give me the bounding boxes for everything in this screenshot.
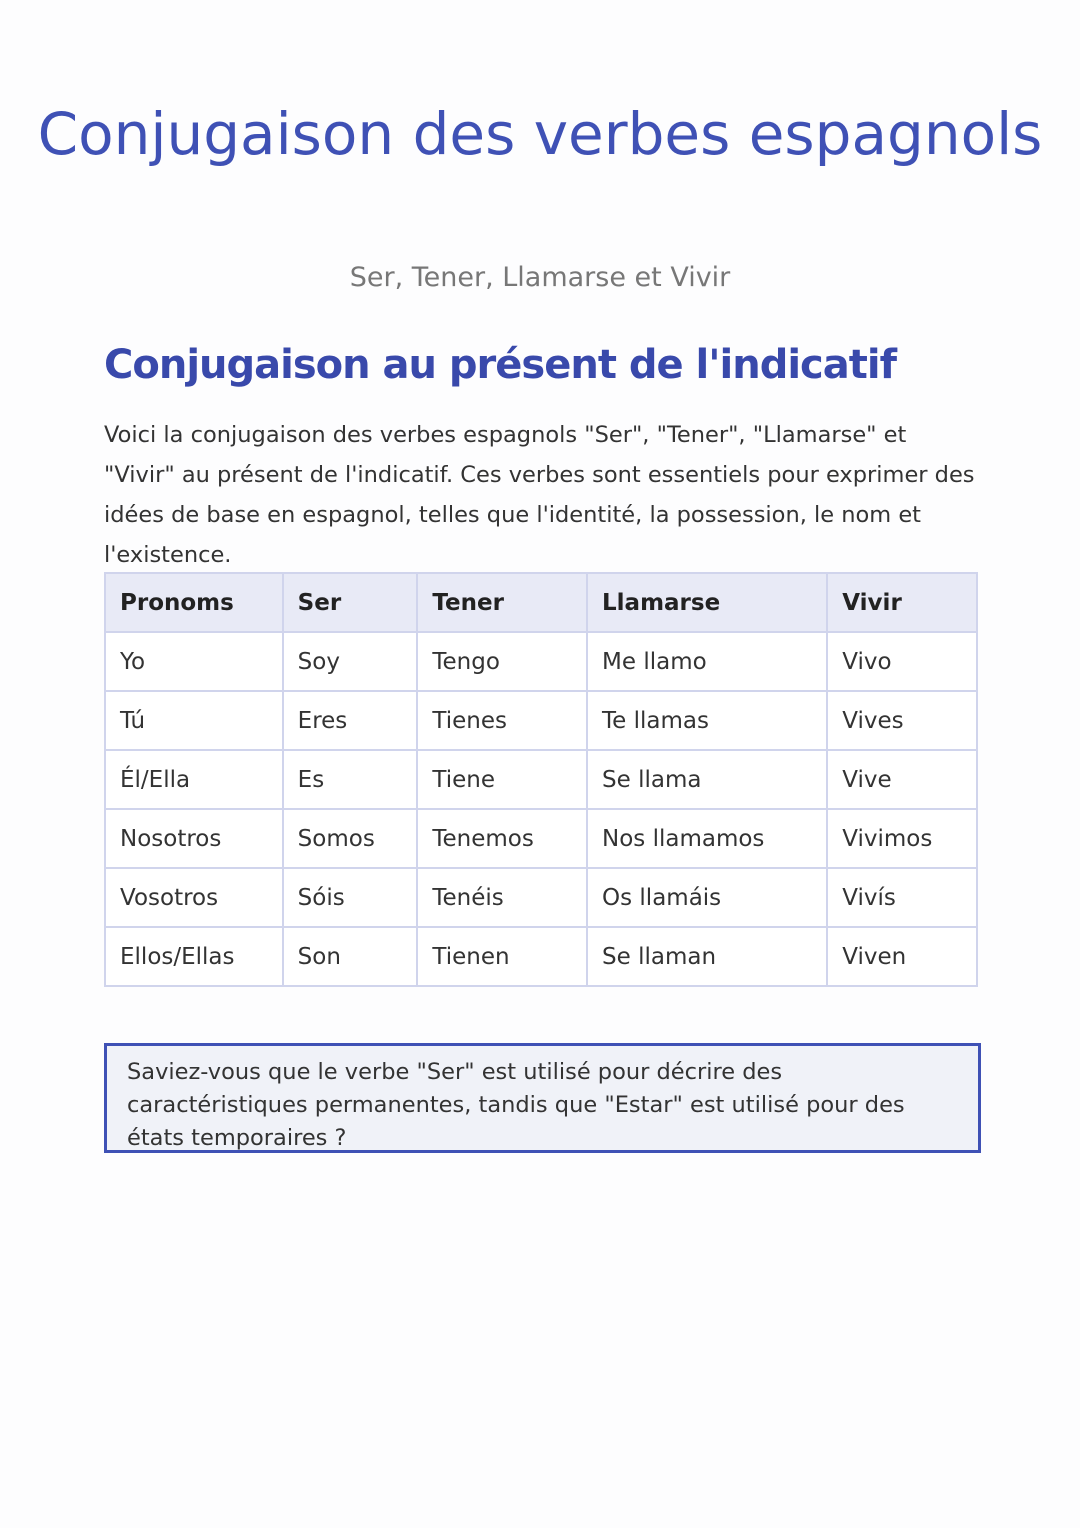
- table-cell: Te llamas: [587, 691, 827, 750]
- table-cell: Vosotros: [105, 868, 283, 927]
- table-cell: Es: [283, 750, 418, 809]
- info-callout: Saviez-vous que le verbe "Ser" est utilisé pour décrire des caractéristiques permanentes, tandis que "Estar" est utilisé pour des états temporaires ?: [104, 1043, 981, 1153]
- table-cell: Se llaman: [587, 927, 827, 986]
- column-header: Llamarse: [587, 573, 827, 632]
- table-row: [105, 927, 977, 986]
- table-cell: Tú: [105, 691, 283, 750]
- column-header: Pronoms: [105, 573, 283, 632]
- table-cell: Yo: [105, 632, 283, 691]
- table-cell: Él/Ella: [105, 750, 283, 809]
- table-cell: Os llamáis: [587, 868, 827, 927]
- table-cell: Ellos/Ellas: [105, 927, 283, 986]
- table-cell: Vives: [827, 691, 977, 750]
- table-cell: Nos llamamos: [587, 809, 827, 868]
- page-title: Conjugaison des verbes espagnols: [37, 100, 1043, 168]
- table-cell: Eres: [283, 691, 418, 750]
- table-cell: Soy: [283, 632, 418, 691]
- table-row: [105, 750, 977, 809]
- table-cell: Vivimos: [827, 809, 977, 868]
- table-cell: Vive: [827, 750, 977, 809]
- column-header: Tener: [417, 573, 587, 632]
- intro-paragraph: Voici la conjugaison des verbes espagnols "Ser", "Tener", "Llamarse" et "Vivir" au présent de l'indicatif. Ces verbes sont essentiels pour exprimer des idées de base en espagnol, telles que l'identité, la possession, le nom et l'existence.: [104, 422, 975, 568]
- table-cell: Sóis: [283, 868, 418, 927]
- table-cell: Vivo: [827, 632, 977, 691]
- table-header-row: [105, 573, 977, 632]
- table-cell: Tienen: [417, 927, 587, 986]
- table-row: [105, 691, 977, 750]
- conjugation-table: [104, 572, 978, 987]
- table-cell: Son: [283, 927, 418, 986]
- table-cell: Tenéis: [417, 868, 587, 927]
- table-cell: Tienes: [417, 691, 587, 750]
- table-cell: Somos: [283, 809, 418, 868]
- table-cell: Viven: [827, 927, 977, 986]
- table-row: [105, 868, 977, 927]
- table-cell: Se llama: [587, 750, 827, 809]
- table-cell: Vivís: [827, 868, 977, 927]
- table-row: [105, 809, 977, 868]
- table-row: [105, 632, 977, 691]
- column-header: Vivir: [827, 573, 977, 632]
- table-cell: Tenemos: [417, 809, 587, 868]
- table-cell: Me llamo: [587, 632, 827, 691]
- page-subtitle: Ser, Tener, Llamarse et Vivir: [349, 262, 731, 293]
- table-cell: Tiene: [417, 750, 587, 809]
- section-heading: Conjugaison au présent de l'indicatif: [104, 342, 896, 388]
- table-cell: Nosotros: [105, 809, 283, 868]
- column-header: Ser: [283, 573, 418, 632]
- table-cell: Tengo: [417, 632, 587, 691]
